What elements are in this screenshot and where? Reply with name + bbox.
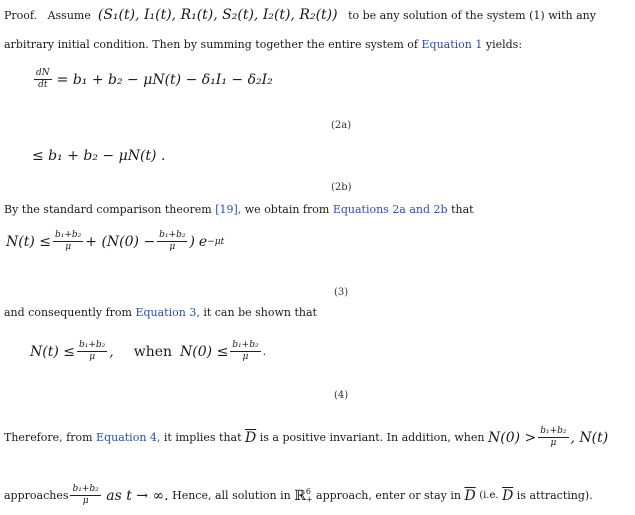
equation-3-close: ) [189,233,195,250]
equation-4-when: when [133,343,173,360]
invariant-text-a: Therefore, from [4,431,93,444]
equation-3 [6,230,224,253]
attracting-numerator: b₁+b₂ [72,484,99,494]
equation-4-lhs: N(t) ≤ [30,343,75,360]
d-bar-symbol-2: $\overline{D}$ [464,487,476,504]
invariant-text-b: it implies that [163,431,242,444]
invariant-text-c: is a positive invariant. In addition, when [259,431,485,444]
proof-line-2-end: yields: [485,38,523,51]
equation-3-numerator-2: b₁+b₂ [159,230,186,240]
comparison-paragraph [4,203,474,216]
proof-line-1 [4,7,596,23]
comparison-text-b: we obtain from [244,203,330,216]
dn-dt-denominator: dt [38,80,48,90]
equation-2b-number: (2b) [331,182,352,193]
consequently-text-a: and consequently from [4,306,132,319]
equation-4 [30,340,266,363]
equation-3-numerator: b₁+b₂ [54,230,82,240]
equation-4-end: . [262,345,267,358]
equation-2a-number: (2a) [331,120,352,131]
invariant-paragraph [4,426,608,449]
equation-4-denominator: μ [89,352,96,362]
real-space-scripts [306,488,313,504]
solution-tuple: (S₁(t), I₁(t), R₁(t), S₂(t), I₂(t), R₂(t)) [97,7,338,23]
equation-4-numerator: b₁+b₂ [78,340,106,350]
attracting-text-b: Hence, all solution in [172,489,291,502]
attracting-paragraph [4,484,593,507]
attracting-fraction [70,484,100,507]
equation-4-number: (4) [334,390,349,401]
comparison-text-c: that [451,203,474,216]
equation-4-link[interactable]: Equation 4, [96,431,161,444]
equation-2a [32,68,273,91]
equation-3-denominator-2: μ [169,242,176,252]
equation-3-fraction-2 [157,230,187,253]
dn-dt-fraction [34,68,52,91]
d-bar-symbol: $\overline{D}$ [245,429,257,446]
comparison-text-a: By the standard comparison theorem [4,203,212,216]
equation-2a-rhs: = b₁ + b₂ − μN(t) − δ₁I₁ − δ₂I₂ [56,71,273,88]
invariant-tail: , N(t) [570,429,609,446]
equation-2b: ≤ b₁ + b₂ − μN(t) . [32,148,166,164]
equation-3-middle: + (N(0) − [85,233,156,250]
real-space-letter: ℝ [294,487,306,504]
consequently-text-b: it can be shown that [203,306,317,319]
real-space-subscript: + [305,494,313,504]
invariant-denominator: μ [550,438,557,448]
equation-3-link[interactable]: Equation 3, [135,306,200,319]
equation-3-lhs: N(t) ≤ [6,233,51,250]
attracting-text-d: (i.e. [479,490,499,501]
equation-4-comma: , [109,343,114,360]
proof-line-2 [4,38,522,51]
invariant-condition: N(0) > [487,429,537,446]
equation-1-link[interactable]: Equation 1 [421,38,483,51]
equation-3-denominator: μ [65,242,72,252]
equation-4-condition: N(0) ≤ [180,343,229,360]
attracting-denominator: μ [82,496,89,506]
equations-2a-2b-link[interactable]: Equations 2a and 2b [332,203,448,216]
real-space-symbol [294,488,312,504]
equation-3-exponent: −μt [207,236,225,247]
proof-line-1-rest: to be any solution of the system (1) with any [348,9,596,22]
dn-dt-numerator: dN [36,68,50,78]
proof-line-2-text: arbitrary initial condition. Then by summing together the entire system of [4,38,419,51]
equation-4-fraction [77,340,107,363]
citation-19-link[interactable]: [19], [215,203,242,216]
attracting-limit: as t → ∞. [106,487,169,504]
attracting-text-c: approach, enter or stay in [316,489,461,502]
attracting-text-e: is attracting). [516,489,593,502]
attracting-text-a: approaches [4,489,69,502]
consequently-paragraph [4,306,317,319]
equation-4-fraction-2 [230,340,260,363]
assume-word: Assume [47,9,91,22]
proof-label: Proof. [4,9,38,22]
invariant-fraction [538,426,568,449]
equation-3-exp-base: e [198,233,208,250]
equation-3-fraction [53,230,83,253]
equation-4-denominator-2: μ [242,352,249,362]
invariant-numerator: b₁+b₂ [540,426,567,436]
equation-3-number: (3) [334,287,349,298]
equation-4-numerator-2: b₁+b₂ [232,340,259,350]
real-space-superscript: 6 [305,486,311,496]
d-bar-symbol-3: $\overline{D}$ [502,487,514,504]
